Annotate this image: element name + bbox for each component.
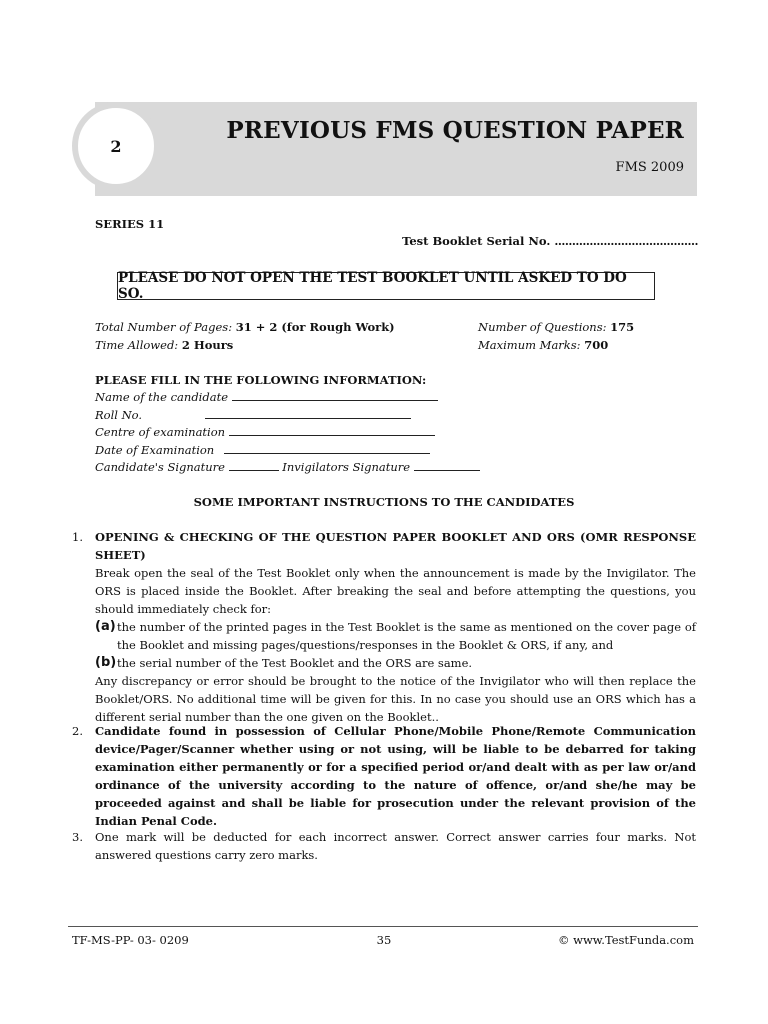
sub-item-text: the serial number of the Test Booklet and the ORS are same.: [117, 656, 473, 670]
pages-label: Total Number of Pages:: [95, 320, 233, 334]
serial-number-field: [402, 234, 698, 248]
sub-item-a: [95, 618, 696, 654]
invigilator-signature-label: Invigilators Signature: [282, 460, 411, 474]
fill-in-heading: PLEASE FILL IN THE FOLLOWING INFORMATION:: [95, 373, 427, 387]
marks-label: Maximum Marks:: [478, 338, 581, 352]
invigilator-signature-field[interactable]: [414, 461, 480, 471]
sub-item-label: (b): [95, 655, 117, 670]
instruction-number: 3.: [72, 830, 83, 844]
candidate-signature-field[interactable]: [229, 461, 279, 471]
centre-label: Centre of examination: [95, 425, 226, 439]
centre-field[interactable]: [229, 426, 435, 436]
footer-website: © www.TestFunda.com: [557, 933, 694, 947]
instruction-text: One mark will be deducted for each incorrect answer. Correct answer carries four marks. Not answered questions carry zero marks.: [95, 830, 696, 862]
instruction-text: Candidate found in possession of Cellular Phone/Mobile Phone/Remote Communication device/Pager/Scanner whether using or not using, will be liable to be debarred for taking examination either permanently or for a specified period or/and dealt with as per law or/and ordinance of the university according to the nature of offence, or/and she/he may be proceeded against and shall be liable for prosecution under the relevant provision of the Indian Penal Code.: [95, 724, 696, 828]
series-label: SERIES 11: [95, 217, 165, 231]
pages-value: 31 + 2 (for Rough Work): [235, 320, 395, 334]
questions-label: Number of Questions:: [478, 320, 607, 334]
time-label: Time Allowed:: [95, 338, 179, 352]
date-label: Date of Examination: [95, 442, 215, 457]
instruction-number: 1.: [72, 530, 83, 544]
notice-text: PLEASE DO NOT OPEN THE TEST BOOKLET UNTIL ASKED TO DO SO.: [118, 270, 627, 302]
sub-item-b: [95, 654, 696, 672]
chapter-number-badge: [72, 102, 160, 190]
chapter-number: 2: [110, 136, 122, 156]
meta-left: [95, 318, 395, 354]
roll-label: Roll No.: [95, 407, 143, 422]
marks-value: 700: [584, 338, 609, 352]
page-title: PREVIOUS FMS QUESTION PAPER: [226, 117, 684, 144]
footer-code: TF-MS-PP- 03- 0209: [72, 933, 189, 947]
meta-right: [478, 318, 634, 354]
instruction-number: 2.: [72, 724, 83, 738]
instruction-tail: Any discrepancy or error should be brought to the notice of the Invigilator who will then replace the Booklet/ORS. No additional time will be given for this. In no case you should use an ORS which has a different serial number than the one given on the Booklet..: [95, 674, 696, 724]
notice-box: [117, 272, 655, 300]
name-field[interactable]: [232, 391, 438, 401]
instruction-3: [72, 828, 696, 864]
page-number: 35: [376, 933, 392, 947]
instructions-heading: SOME IMPORTANT INSTRUCTIONS TO THE CANDIDATES: [193, 495, 575, 509]
instruction-2: [72, 722, 696, 830]
fill-in-form: [95, 389, 480, 477]
date-field[interactable]: [224, 444, 430, 454]
sub-item-text: the number of the printed pages in the Test Booklet is the same as mentioned on the cover page of the Booklet and missing pages/questions/responses in the Booklet & ORS, if any, and: [117, 620, 696, 652]
instruction-1: [72, 528, 696, 726]
candidate-signature-label: Candidate's Signature: [95, 460, 225, 474]
serial-dots: .........................................: [554, 234, 698, 248]
footer-divider: [68, 926, 698, 927]
time-value: 2 Hours: [181, 338, 234, 352]
sub-item-label: (a): [95, 619, 116, 634]
instruction-text: Break open the seal of the Test Booklet only when the announcement is made by the Invigilator. The ORS is placed inside the Booklet. After breaking the seal and before attempting the questions, you should immediately check for:: [95, 566, 696, 616]
questions-value: 175: [610, 320, 635, 334]
serial-label: Test Booklet Serial No.: [402, 234, 555, 248]
instruction-title: OPENING & CHECKING OF THE QUESTION PAPER BOOKLET AND ORS (OMR RESPONSE SHEET): [95, 530, 696, 562]
roll-field[interactable]: [205, 409, 411, 419]
name-label: Name of the candidate: [95, 390, 228, 404]
page-subtitle: FMS 2009: [615, 160, 684, 175]
